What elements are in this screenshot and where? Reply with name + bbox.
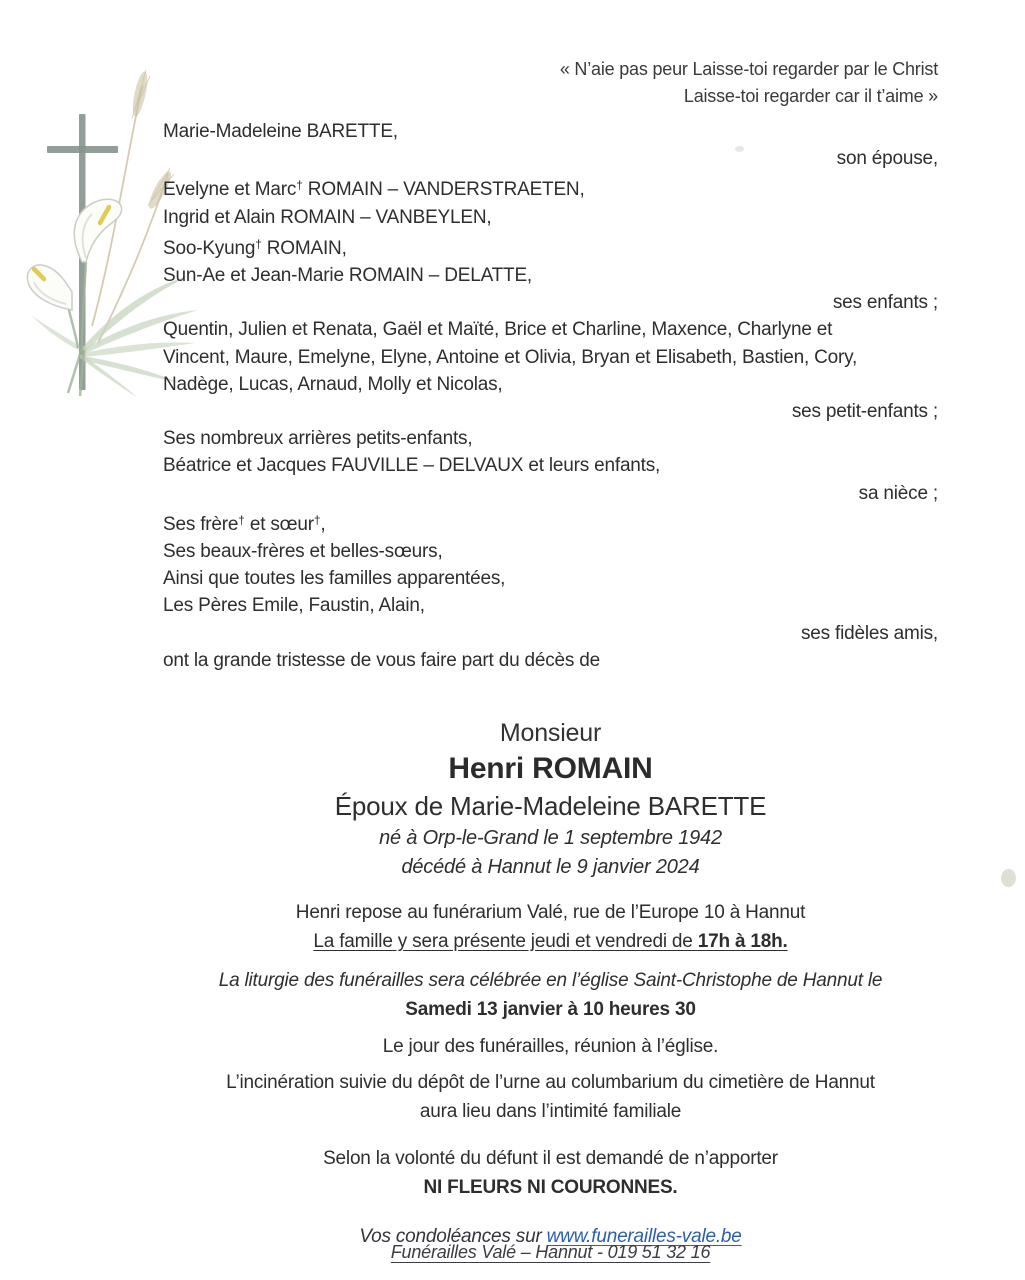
siblings-line xyxy=(163,507,938,538)
cross-icon xyxy=(47,146,118,153)
announcement-body xyxy=(163,56,938,1251)
gathering-line: Le jour des funérailles, réunion à l’église. xyxy=(382,1036,719,1058)
palm-leaf-icon xyxy=(80,354,138,398)
condolences-text: Vos condoléances sur xyxy=(359,1226,547,1248)
wishes-line-2: NI FLEURS NI COURONNES. xyxy=(423,1177,678,1199)
ceremony-section xyxy=(163,898,938,1202)
child-line-2: Ingrid et Alain ROMAIN – VANBEYLEN, xyxy=(163,206,492,228)
deceased-spouse-of: Époux de Marie-Madeleine BARETTE xyxy=(334,791,767,822)
liturgy-line: La liturgie des funérailles sera célébrée en l’église Saint-Christophe de Hannut le xyxy=(218,970,883,992)
niece-role: sa nièce ; xyxy=(858,482,938,504)
grandchildren-role: ses petit-enfants ; xyxy=(791,401,938,423)
footer xyxy=(163,1242,938,1263)
fathers-line: Les Pères Emile, Faustin, Alain, xyxy=(163,595,425,617)
quote-line-2: Laisse-toi regarder car il t’aime » xyxy=(683,86,938,106)
visitation-line xyxy=(163,927,938,956)
dagger-symbol: † xyxy=(313,512,321,527)
siblings-text: Ses frère xyxy=(163,513,239,535)
children-role: ses enfants ; xyxy=(832,292,938,314)
child-line-3-text: ROMAIN, xyxy=(261,237,347,259)
scan-smudge xyxy=(1001,869,1016,887)
spouse-name: Marie-Madeleine BARETTE, xyxy=(163,121,398,142)
dagger-symbol: † xyxy=(255,236,262,251)
birth-line: né à Orp-le-Grand le 1 septembre 1942 xyxy=(379,827,722,850)
families-line: Ainsi que toutes les familles apparentées, xyxy=(163,568,506,590)
deceased-name: Henri ROMAIN xyxy=(448,752,653,786)
child-line-1 xyxy=(163,172,938,203)
condolences-website-link[interactable]: www.funerailles-vale.be xyxy=(546,1226,742,1248)
death-line: décédé à Hannut le 9 janvier 2024 xyxy=(401,856,700,879)
cremation-line-1: L’incinération suivie du dépôt de l’urne au columbarium du cimetière de Hannut xyxy=(226,1072,875,1094)
grandchildren-line-3: Nadège, Lucas, Arnaud, Molly et Nicolas, xyxy=(163,373,503,395)
dagger-symbol: † xyxy=(296,178,303,193)
inlaws-line: Ses beaux-frères et belles-sœurs, xyxy=(163,541,443,563)
funeral-home-line: Funérailles Valé – Hannut - 019 51 32 16 xyxy=(390,1242,711,1262)
spouse-role: son épouse, xyxy=(836,148,938,170)
deceased-title: Monsieur xyxy=(499,719,602,748)
mourners-list xyxy=(163,118,938,674)
opening-quote xyxy=(163,56,938,110)
friends-role: ses fidèles amis, xyxy=(800,622,938,644)
liturgy-datetime: Samedi 13 janvier à 10 heures 30 xyxy=(405,999,696,1021)
cremation-line-2: aura lieu dans l’intimité familiale xyxy=(419,1101,682,1123)
siblings-text: , xyxy=(320,513,326,535)
child-line-3-text: Soo-Kyung xyxy=(163,237,256,259)
quote-line-1: « N’aie pas peur Laisse-toi regarder par le Christ xyxy=(559,59,938,79)
visitation-text: La famille y sera présente jeudi et vendredi de xyxy=(313,931,698,953)
deceased-section xyxy=(163,716,938,882)
child-line-3 xyxy=(163,231,938,262)
child-line-4: Sun-Ae et Jean-Marie ROMAIN – DELATTE, xyxy=(163,265,533,287)
grandchildren-line-1: Quentin, Julien et Renata, Gaël et Maïté, Brice et Charline, Maxence, Charlyne et xyxy=(163,319,833,341)
visitation-hours: 17h à 18h. xyxy=(697,931,788,953)
child-line-1-text: Evelyne et Marc xyxy=(163,179,297,201)
siblings-text: et sœur xyxy=(244,513,314,535)
great-grandchildren-line: Ses nombreux arrières petits-enfants, xyxy=(163,428,473,450)
grandchildren-line-2: Vincent, Maure, Emelyne, Elyne, Antoine et Olivia, Bryan et Elisabeth, Bastien, Cory, xyxy=(163,346,858,368)
announcement-line: ont la grande tristesse de vous faire part du décès de xyxy=(163,649,601,671)
child-line-1-text: ROMAIN – VANDERSTRAETEN, xyxy=(302,179,585,201)
dagger-symbol: † xyxy=(238,512,245,527)
repose-line: Henri repose au funérarium Valé, rue de l’Europe 10 à Hannut xyxy=(295,902,806,924)
niece-line: Béatrice et Jacques FAUVILLE – DELVAUX et leurs enfants, xyxy=(163,455,661,477)
wishes-line-1: Selon la volonté du défunt il est demandé de n’apporter xyxy=(323,1148,778,1170)
scan-smudge xyxy=(735,146,744,152)
